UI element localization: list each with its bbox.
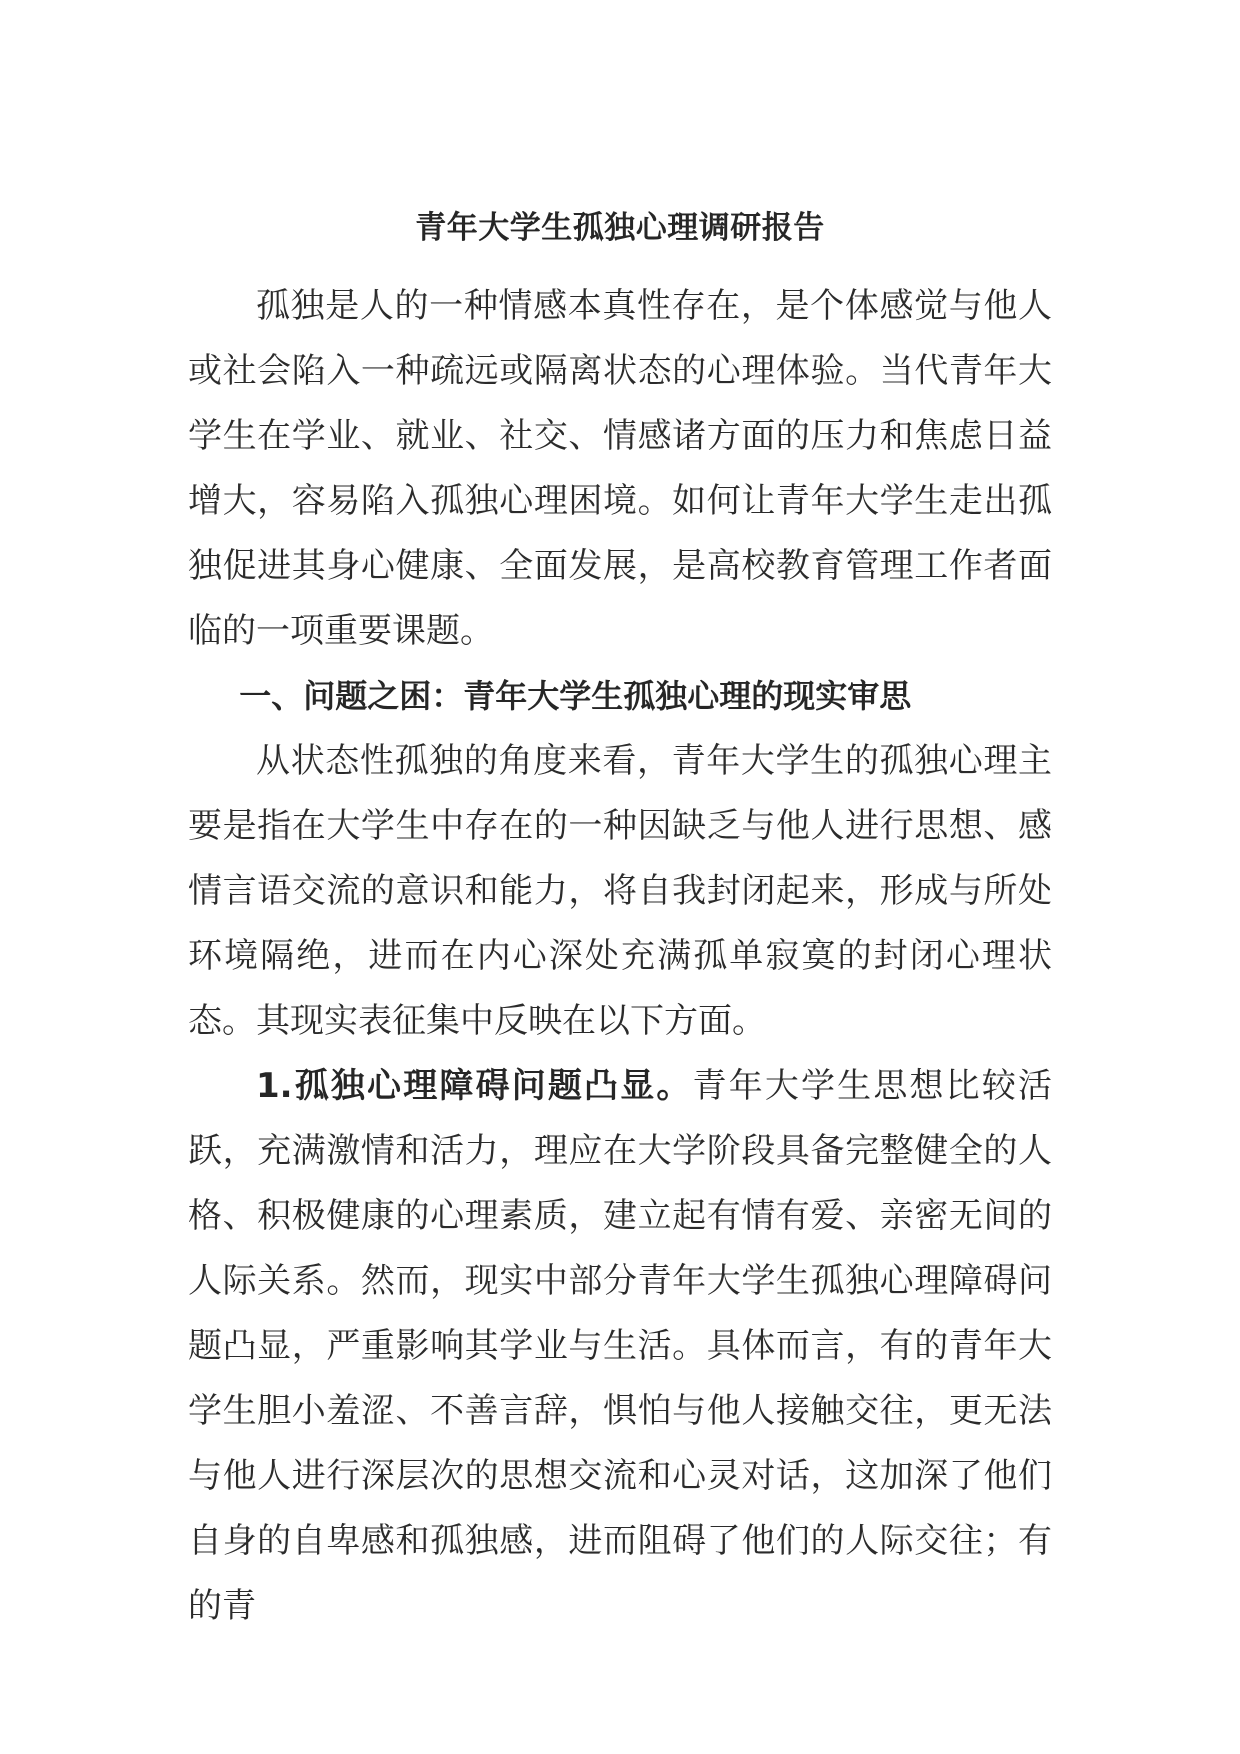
point-lead: 1.孤独心理障碍问题凸显。 [256,1066,693,1106]
point-text: 青年大学生思想比较活跃，充满激情和活力，理应在大学阶段具备完整健全的人格、积极健康的心理素质，建立起有情有爱、亲密无间的人际关系。然而，现实中部分青年大学生孤独心理障碍问题凸显，严重影响其学业与生活。具体而言，有的青年大学生胆小羞涩、不善言辞，惧怕与他人接触交往，更无法与他人进行深层次的思想交流和心灵对话，这加深了他们自身的自卑感和孤独感，进而阻碍了他们的人际交往；有的青 [188,1066,1052,1626]
section-heading: 一、问题之困：青年大学生孤独心理的现实审思 [239,677,912,715]
document-title: 青年大学生孤独心理调研报告 [415,210,825,246]
intro-paragraph: 孤独是人的一种情感本真性存在，是个体感觉与他人或社会陷入一种疏远或隔离状态的心理体验。当代青年大学生在学业、就业、社交、情感诸方面的压力和焦虑日益增大，容易陷入孤独心理困境。如何让青年大学生走出孤独促进其身心健康、全面发展，是高校教育管理工作者面临的一项重要课题。 [188,286,1052,651]
document-body [188,202,1052,1639]
section-intro-paragraph: 从状态性孤独的角度来看，青年大学生的孤独心理主要是指在大学生中存在的一种因缺乏与他人进行思想、感情言语交流的意识和能力，将自我封闭起来，形成与所处环境隔绝，进而在内心深处充满孤单寂寞的封闭心理状态。其现实表征集中反映在以下方面。 [188,741,1052,1041]
point-paragraph [188,1054,1052,1639]
